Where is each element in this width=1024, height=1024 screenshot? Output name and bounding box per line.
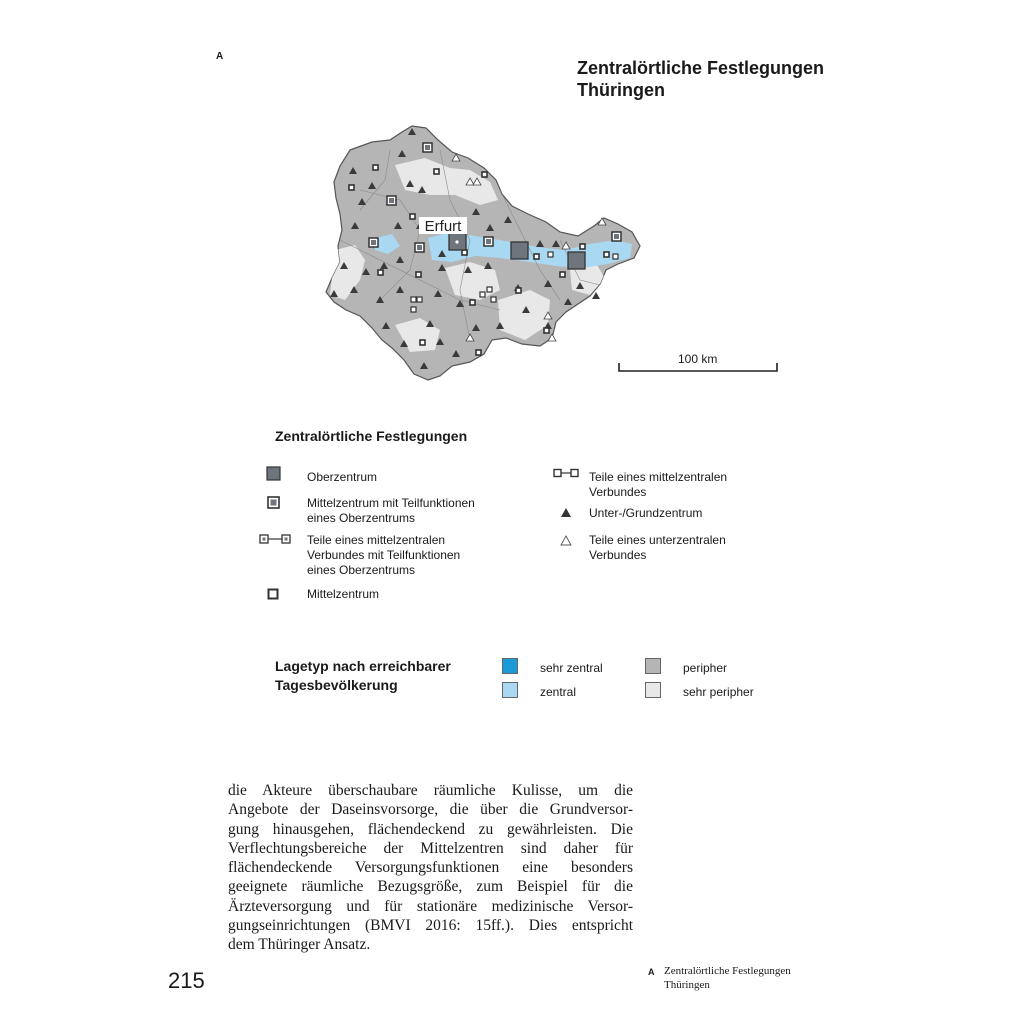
body-line: die Akteure überschaubare räumliche Kulisse, um die (228, 782, 633, 799)
legend-title: Zentralörtliche Festlegungen (275, 428, 468, 444)
swatch-sehr-zentral (502, 658, 518, 674)
mittelzentraler-verbund-marker (548, 252, 553, 257)
body-line: gung hinausgehen, flächendeckend zu gewährleisten. Die (228, 820, 633, 838)
city-label-erfurt: Erfurt (424, 218, 462, 235)
mittelzentraler-verbund-marker (417, 297, 422, 302)
caption-letter: A (648, 967, 655, 977)
mittelzentrum-marker (420, 340, 425, 345)
map-title (577, 57, 877, 101)
legend-mittelzentrum-label: Mittelzentrum (307, 587, 380, 601)
oberzentrum-legend-icon (266, 466, 282, 482)
mittelzentrum-marker (470, 300, 475, 305)
mittelzentrum-marker (349, 185, 354, 190)
legend-item-verbund (589, 470, 789, 500)
legend-grundzentrum-label: Unter-/Grundzentrum (589, 506, 703, 520)
mittelzentraler-verbund-marker (480, 292, 485, 297)
mittelzentrum-marker (534, 254, 539, 259)
mittelzentrum-marker (434, 169, 439, 174)
legend-verbund-teil-line2: Verbundes mit Teilfunktionen (307, 548, 461, 562)
caption-line2: Thüringen (664, 979, 710, 991)
mittelzentrum-marker (416, 272, 421, 277)
mittelzentrum-marker (373, 165, 378, 170)
mittelzentrum-teilfunktion-core (417, 245, 422, 250)
oberzentrum-marker-gera (568, 252, 585, 269)
oberzentrum-marker-jena (511, 242, 528, 259)
legend-mittel-teil-line1: Mittelzentrum mit Teilfunktionen (307, 496, 475, 510)
body-line: Verflechtungsbereiche der Mittelzentren sind daher für (228, 839, 633, 857)
legend-item-mittelzentrum (307, 587, 507, 602)
legend-item-unterzentraler-verbund (589, 533, 789, 563)
body-line: Ärzteversorgung und für stationäre medizinische Versor- (228, 897, 633, 915)
label-peripher: peripher (683, 661, 728, 675)
figure-letter: A (216, 51, 224, 62)
legend-verbund-teil-line1: Teile eines mittelzentralen (307, 533, 446, 547)
legend-item-oberzentrum (307, 470, 507, 485)
unterzentraler-verbund-legend-icon (560, 535, 572, 546)
body-line: gungseinrichtungen (BMVI 2016: 15ff.). Dies entspricht (228, 917, 633, 935)
mittelzentrum-teilfunktion-core (389, 198, 394, 203)
verbund-legend-icon (553, 468, 579, 478)
legend-item-mittelzentrum-teilfunktion (307, 496, 507, 526)
mittelzentrum-marker (604, 252, 609, 257)
mittelzentrum-marker (516, 288, 521, 293)
scale-label: 100 km (678, 352, 718, 366)
legend-item-verbund-teilfunktion (307, 533, 507, 578)
swatch-peripher (645, 658, 661, 674)
swatch-zentral (502, 682, 518, 698)
erfurt-dot (455, 240, 458, 243)
mittelzentrum-teilfunktion-core (371, 240, 376, 245)
verbund-teilfunktion-legend-icon (258, 533, 292, 545)
thueringen-map (320, 120, 790, 385)
mittelzentraler-verbund-marker (411, 297, 416, 302)
map-title-line1: Zentralörtliche Festlegungen (577, 58, 825, 78)
mittelzentrum-marker (544, 328, 549, 333)
lagetyp-title-line1: Lagetyp nach erreichbarer (275, 658, 451, 674)
legend-unter-verbund-line1: Teile eines unterzentralen (589, 533, 726, 547)
label-zentral: zentral (540, 685, 577, 699)
legend-verbund-teil-line3: eines Oberzentrums (307, 563, 416, 577)
mittelzentrum-marker (378, 270, 383, 275)
mittelzentrum-marker (462, 250, 467, 255)
caption-line1: Zentralörtliche Festlegungen (664, 965, 791, 977)
map-title-line2: Thüringen (577, 80, 665, 100)
mittelzentrum-teilfunktion-core (425, 145, 430, 150)
body-paragraph (228, 781, 633, 955)
legend-unter-verbund-line2: Verbundes (589, 548, 647, 562)
mittelzentrum-marker (410, 214, 415, 219)
lagetyp-title-line2: Tagesbevölkerung (275, 677, 398, 693)
mittelzentraler-verbund-marker (613, 254, 618, 259)
legend-mittel-teil-line2: eines Oberzentrums (307, 511, 416, 525)
page-number: 215 (168, 968, 205, 993)
body-line: dem Thüringer Ansatz. (228, 936, 371, 954)
label-sehr-zentral: sehr zentral (540, 661, 603, 675)
mittelzentrum-marker (482, 172, 487, 177)
mittelzentrum-marker (476, 350, 481, 355)
swatch-sehr-peripher (645, 682, 661, 698)
mittelzentrum-teilfunktion-core (486, 239, 491, 244)
grundzentrum-legend-icon (560, 507, 572, 518)
mittelzentraler-verbund-marker (487, 287, 492, 292)
legend-verbund-line2: Verbundes (589, 485, 647, 499)
mittelzentrum-teilfunktion-legend-icon (267, 496, 281, 510)
body-line: Angebote der Daseinsvorsorge, die über die Grundversor- (228, 801, 633, 819)
mittelzentraler-verbund-marker (411, 307, 416, 312)
mittelzentrum-legend-icon (267, 588, 279, 600)
mittelzentrum-teilfunktion-core (614, 234, 619, 239)
lagetyp-title (275, 657, 495, 695)
label-sehr-peripher: sehr peripher (683, 685, 754, 699)
mittelzentrum-marker (560, 272, 565, 277)
mittelzentrum-marker (580, 244, 585, 249)
mittelzentraler-verbund-marker (491, 297, 496, 302)
legend-verbund-line1: Teile eines mittelzentralen (589, 470, 728, 484)
body-line: geeignete räumliche Bezugsgröße, zum Beispiel für die (228, 878, 633, 896)
legend-item-grundzentrum (589, 506, 789, 521)
legend-oberzentrum-label: Oberzentrum (307, 470, 378, 484)
body-line: flächendeckende Versorgungsfunktionen eine besonders (228, 859, 633, 877)
